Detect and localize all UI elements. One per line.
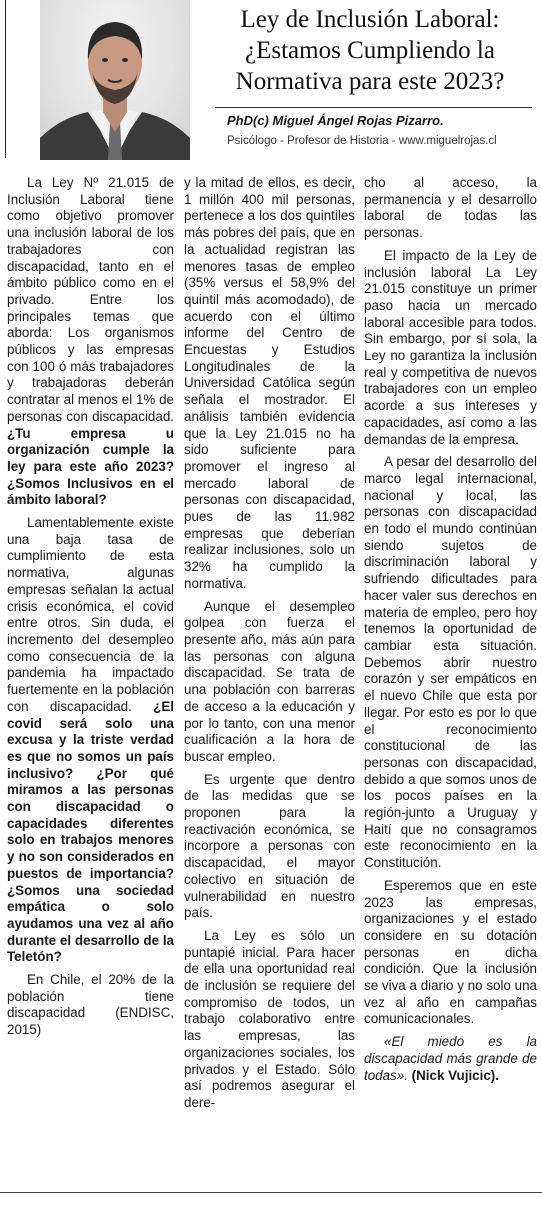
paragraph: En Chile, el 20% de la población tiene discapacidad (ENDISC, 2015) bbox=[7, 972, 174, 1038]
paragraph bbox=[7, 515, 174, 966]
paragraph-text: La Ley Nº 21.015 de Inclusión Laboral tiene como objetivo promover una inclusión laboral de los trabajadores con discapacidad, tanto en el ámbito público como en el privado. Entre los principales temas que aborda: Los organismos públicos y las empresas con 100 ó más trabajadores y trabajadoras deberán contratar al menos el 1% de personas con discapacidad. bbox=[7, 175, 174, 424]
closing-quote bbox=[364, 1034, 537, 1084]
bold-question: ¿Tu empresa u organización cumple la ley para este año 2023? ¿Somos Inclusivos en el ámbito laboral? bbox=[7, 425, 174, 508]
quote-author: (Nick Vujicic). bbox=[407, 1067, 499, 1083]
bold-question: ¿El covid será solo una excusa y la triste verdad es que no somos un país inclusivo? ¿Por qué miramos a las personas con discapacidad o capacidades diferentes solo en trabajos menores y no son considerados en puestos de importancia? ¿Somos una sociedad empática o solo ayudamos una vez al año durante el desarrollo de la Teletón? bbox=[7, 698, 174, 965]
author-name: PhD(c) Miguel Ángel Rojas Pizarro. bbox=[227, 113, 444, 128]
bottom-rule bbox=[0, 1192, 542, 1193]
quote-text: «El miedo es la discapacidad más grande de todas». bbox=[364, 1034, 537, 1083]
title-divider bbox=[215, 107, 532, 108]
paragraph: El impacto de la Ley de inclusión laboral La Ley 21.015 constituye un primer paso hacia un mercado laboral accesible para todos. Sin embargo, por sí sola, la Ley no garantiza la inclusión real y competitiva de nuevos trabajadores con un empleo acorde a sus intereses y capacidades, así como a las demandas de la empresa. bbox=[364, 247, 537, 447]
author-photo bbox=[40, 0, 190, 160]
column-3 bbox=[364, 175, 537, 1084]
paragraph: y la mitad de ellos, es decir, 1 millón 400 mil personas, pertenece a los dos quintiles más pobres del país, que en la actualidad registran las menores tasas de empleo (35% versus el 58,9% del quintil más acomodado), de acuerdo con el último informe del Centro de Encuestas y Estudios Longitudinales de la Universidad Católica según señala el mostrador. El análisis también evidencia que la Ley 21.015 no ha sido suficiente para promover el ingreso al mercado laboral de personas con discapacidad, pues de las 11.982 empresas que deberían realizar inclusiones, solo un 32% ha cumplido la normativa. bbox=[184, 175, 355, 591]
left-rule bbox=[5, 0, 6, 158]
paragraph bbox=[7, 175, 174, 509]
paragraph-text: Lamentablemente existe una baja tasa de cumplimiento de esta normativa, algunas empresas señalan la actual crisis económica, el covid entre otros. Sin duda, el incremento del desempleo como consecuencia de la pandemia ha impactado fuertemente en la población con discapacidad. bbox=[7, 515, 174, 714]
paragraph: cho al acceso, la permanencia y el desarrollo laboral de todas las personas. bbox=[364, 175, 537, 241]
article-title: Ley de Inclusión Laboral: ¿Estamos Cumpliendo la Normativa para este 2023? bbox=[235, 6, 505, 95]
paragraph: A pesar del desarrollo del marco legal internacional, nacional y local, las personas con discapacidad en todo el mundo continúan siendo sujetos de discriminación laboral y sufriendo dificultades para hacer valer sus derechos en materia de empleo, pero hoy tenemos la oportunidad de cambiar esta situación. Debemos abrir nuestro corazón y ser empáticos en el nuevo Chile que esta por llegar. Por esto es por lo que el reconocimiento constitucional de las personas con discapacidad, debido a que somos unos de los pocos países en la región-junto a Uruguay y Haití que no consagramos este reconocimiento en la Constitución. bbox=[364, 454, 537, 871]
paragraph: Esperemos que en este 2023 las empresas, organizaciones y el estado considere en su dotación personas en dicha condición. Que la inclusión se viva a diario y no solo una vez al año en campañas comunicacionales. bbox=[364, 877, 537, 1027]
paragraph: Aunque el desempleo golpea con fuerza el presente año, más aún para las personas con alguna discapacidad. Se trata de una población con barreras de acceso a la educación y por lo tanto, con una menor cualificación a la hora de buscar empleo. bbox=[184, 598, 355, 764]
paragraph: Es urgente que dentro de las medidas que se proponen para la reactivación económica, se incorpore a personas con discapacidad, el mayor colectivo en situación de vulnerabilidad en nuestro país. bbox=[184, 771, 355, 921]
column-2 bbox=[184, 175, 355, 1112]
author-credentials: Psicólogo - Profesor de Historia - www.miguelrojas.cl bbox=[227, 135, 497, 147]
column-1 bbox=[7, 175, 174, 1039]
paragraph: La Ley es sólo un puntapié inicial. Para hacer de ella una oportunidad real de inclusión se requiere del compromiso de todos, un trabajo colaborativo entre las empresas, las organizaciones sociales, los privados y el Estado. Sólo así podremos asegurar el dere- bbox=[184, 927, 355, 1110]
